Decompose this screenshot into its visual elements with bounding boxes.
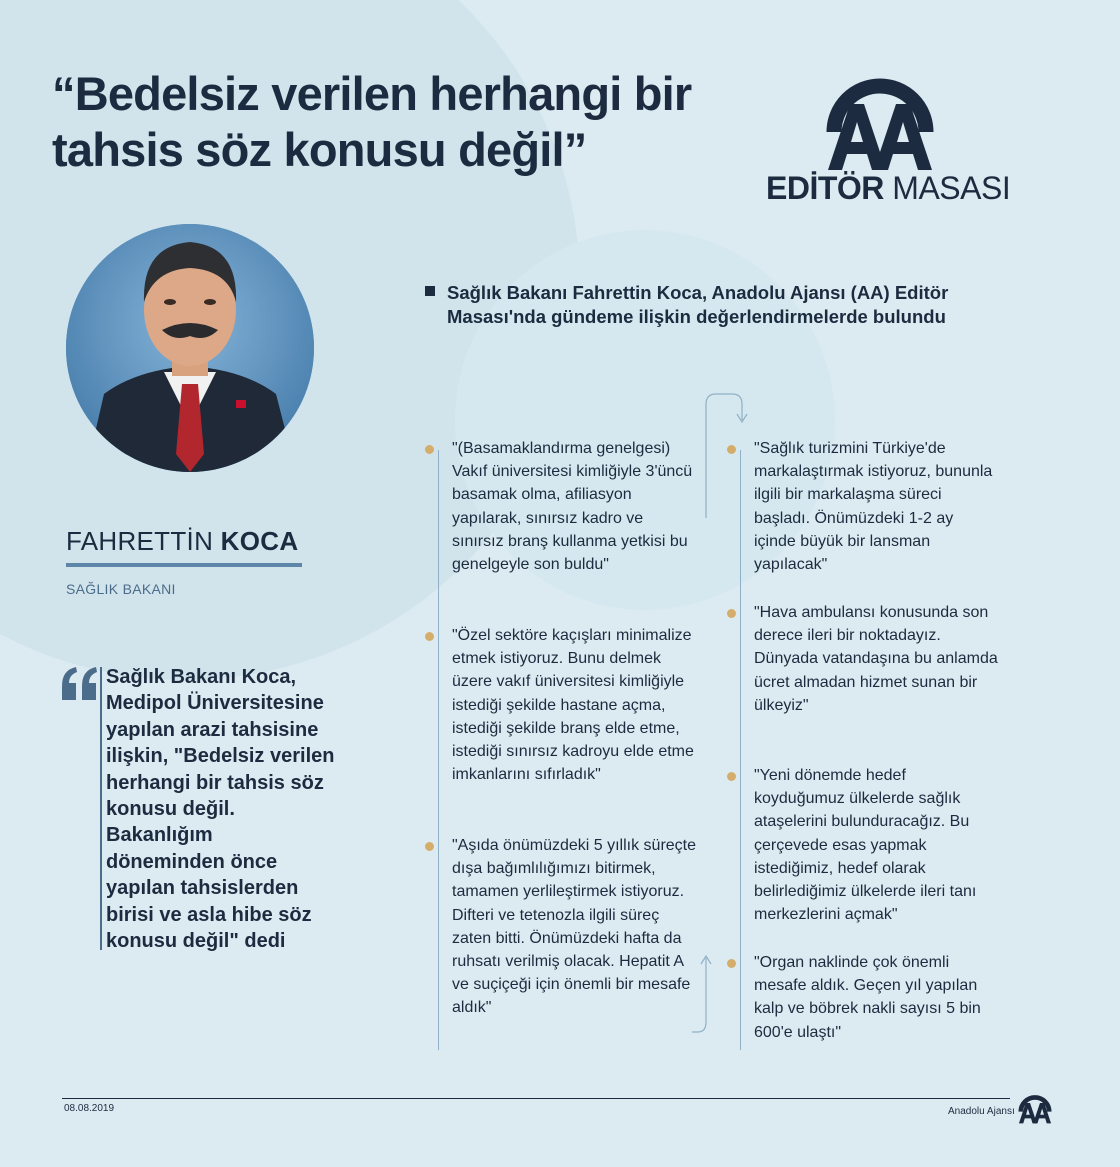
person-last-name: KOCA <box>220 526 299 556</box>
editor-masasi-logo <box>760 62 1011 212</box>
quote-text: "Aşıda önümüzdeki 5 yıllık süreçte dışa bağımlılığımızı bitirmek, tamamen yerlileştirmek istiyoruz. Difteri ve tetenozla ilgili süreç zaten bitti. Önümüzdeki hafta da ruhsatı verilmiş olacak. Hepatit A ve suçiçeği için önemli bir mesafe aldık" <box>452 837 697 1017</box>
name-divider <box>66 563 302 567</box>
person-name <box>66 526 298 557</box>
logo-text-bold: EDİTÖR <box>766 170 884 206</box>
lead-text: Sağlık Bakanı Fahrettin Koca, Anadolu Ajansı (AA) Editör Masası'nda gündeme ilişkin değerlendirmelerde bulundu <box>447 282 949 327</box>
portrait-illustration <box>66 224 314 472</box>
aa-small-logo-icon <box>1016 1090 1054 1124</box>
column-rule-left <box>438 450 439 1050</box>
headline-line-1: “Bedelsiz verilen herhangi bir <box>52 67 692 120</box>
bullet-dot <box>425 445 434 454</box>
quote-text: "(Basamaklandırma genelgesi) Vakıf üniversitesi kimliğiyle 3'üncü basamak olma, afiliasyon yapılarak, sınırsız kadro ve sınırsız branş kullanma yetkisi bu genelgeyle son buldu" <box>452 440 693 574</box>
aa-logo-icon <box>820 62 940 172</box>
quote-divider <box>100 667 102 950</box>
quote-mark-icon <box>60 666 100 702</box>
footer-source: Anadolu Ajansı <box>948 1106 1015 1117</box>
portrait-photo <box>66 224 314 472</box>
person-title: SAĞLIK BAKANI <box>66 581 176 597</box>
quote-text: "Özel sektöre kaçışları minimalize etmek istiyoruz. Bunu delmek üzere vakıf üniversitesi kimliğiyle istediği şekilde hastane açma, istediği şekilde branş elde etme, istediği sınırsız kadroyu elde etme imkanlarını sıfırladık" <box>452 627 694 784</box>
bullet-dot <box>425 632 434 641</box>
headline <box>52 66 752 178</box>
main-quote: Sağlık Bakanı Koca, Medipol Üniversitesine yapılan arazi tahsisine ilişkin, "Bedelsiz verilen herhangi bir tahsis söz konusu değil. Bakanlığım döneminden önce yapılan tahsislerden birisi ve asla hibe söz konusu değil" dedi <box>106 666 335 953</box>
headline-line-2: tahsis söz konusu değil” <box>52 123 587 176</box>
logo-text <box>766 170 1010 207</box>
quote-text: "Hava ambulansı konusunda son derece ileri bir noktadayız. Dünyada vatandaşına bu anlamda ücret almadan hizmet sunan bir ülkeyiz" <box>754 604 998 714</box>
footer-divider <box>62 1098 1010 1099</box>
quote-text: "Organ naklinde çok önemli mesafe aldık. Geçen yıl yapılan kalp ve böbrek nakli sayısı 5 bin 600'e ulaştı" <box>754 954 981 1041</box>
flow-connector-icon <box>690 390 760 1050</box>
quote-text: "Yeni dönemde hedef koyduğumuz ülkelerde sağlık ataşelerini bulunduracağız. Bu çerçevede esas yapmak istediğimiz, hedef olarak belirlediğimiz ülkelerde ileri tanı merkezlerini açmak" <box>754 767 977 924</box>
bullet-dot <box>425 842 434 851</box>
logo-text-regular: MASASI <box>883 170 1011 206</box>
quote-text: "Sağlık turizmini Türkiye'de markalaştırmak istiyoruz, bununla ilgili bir markalaşma süreci başladı. Önümüzdeki 1-2 ay içinde büyük bir lansman yapılacak" <box>754 440 993 574</box>
footer-date: 08.08.2019 <box>64 1103 115 1114</box>
person-first-name: FAHRETTİN <box>66 526 221 556</box>
lead-bullet <box>425 286 435 296</box>
